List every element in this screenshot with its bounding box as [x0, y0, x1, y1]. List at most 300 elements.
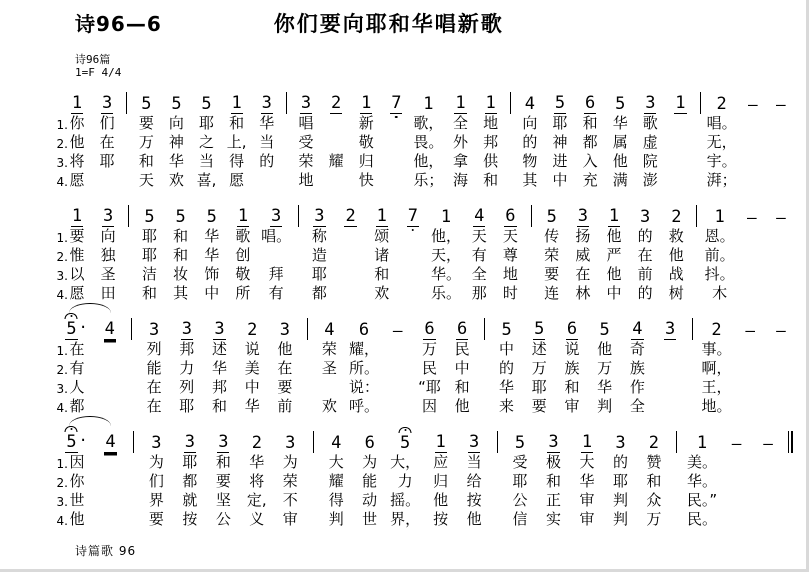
- note-column: [526, 310, 552, 416]
- lyric-char-v3: [546, 491, 561, 510]
- lyric-text: 的: [259, 152, 275, 170]
- lyric-text: 审: [579, 510, 595, 528]
- lyric-text: 华: [168, 152, 184, 170]
- note-digit: 4: [474, 206, 485, 226]
- lyric-text: 你: [69, 472, 85, 490]
- note-column: [168, 197, 194, 303]
- lyric-text: 万: [646, 510, 662, 528]
- note-column: [637, 84, 663, 190]
- lyric-text: 归: [433, 472, 449, 490]
- note-column: [431, 197, 461, 303]
- verse-number: 4.: [56, 401, 68, 415]
- lyric-text: 诸: [374, 246, 390, 264]
- note-column: [428, 423, 454, 529]
- note-column: [56, 423, 90, 529]
- lyric-char-v4: [142, 284, 157, 303]
- note-column: [316, 310, 342, 416]
- note-digit: 2: [247, 320, 258, 340]
- note-digit: 3: [101, 93, 113, 113]
- lyric-char-v3: [247, 491, 267, 510]
- lyric-text: 妆: [173, 265, 189, 283]
- lyric-text: 将: [249, 472, 265, 490]
- lyric-text: 都: [582, 133, 598, 151]
- lyric-char-v4: [638, 284, 653, 303]
- lyric-char-v4: [472, 284, 487, 303]
- lyric-text: 海: [453, 171, 469, 189]
- note-digit: 3: [645, 93, 656, 113]
- lyric-text: 大，: [390, 453, 421, 471]
- lyric-char-v2: [544, 246, 559, 265]
- note-column: [349, 310, 379, 416]
- lyric-char-v4: [139, 171, 154, 190]
- verse-number: 2.: [56, 363, 68, 377]
- lyric-char-v3: [669, 265, 684, 284]
- lyric-text: 公: [512, 491, 528, 509]
- verse-number: 1.: [56, 344, 68, 358]
- note-column: [574, 423, 600, 529]
- note-digit: 6: [358, 320, 370, 340]
- lyric-char-v2: [687, 472, 717, 491]
- note-digit: 1: [237, 206, 249, 226]
- lyric-text: 快: [358, 171, 374, 189]
- lyric-char-v2: [669, 246, 684, 265]
- lyric-text: 耀，: [349, 340, 380, 358]
- verse-number: 2.: [56, 476, 68, 490]
- duration-dash: [386, 310, 410, 416]
- lyric-char-v4: [56, 397, 85, 416]
- barline: [529, 197, 534, 303]
- lyric-text: 全: [453, 114, 469, 132]
- lyric-char-v1: [142, 227, 157, 246]
- lyric-char-v3: [643, 152, 658, 171]
- note-column: [667, 84, 693, 190]
- lyric-char-v3: [179, 378, 194, 397]
- lyric-char-v2: [564, 359, 579, 378]
- lyric-text: 他: [69, 510, 85, 528]
- note-digit: 7: [407, 206, 419, 226]
- lyric-text: 和: [229, 114, 245, 132]
- lyric-char-v2: [227, 133, 247, 152]
- lyric-text: 敬: [235, 265, 251, 283]
- note-column: [592, 310, 618, 416]
- lyric-text: 因: [421, 397, 437, 415]
- note-digit: 5: [599, 320, 610, 340]
- note-column: [293, 84, 319, 190]
- lyric-text: 所。: [349, 359, 380, 377]
- barline-mark: [298, 205, 299, 227]
- lyric-text: 地: [298, 171, 314, 189]
- lyric-text: 和: [582, 114, 598, 132]
- lyric-text: 万: [531, 359, 547, 377]
- lyric-text: 要: [215, 472, 231, 490]
- lyric-char-v3: [139, 152, 154, 171]
- lyric-char-v4: [532, 397, 547, 416]
- lyric-char-v2: [56, 359, 85, 378]
- lyric-text: 他: [606, 265, 622, 283]
- note-column: [390, 423, 420, 529]
- lyric-text: 你: [69, 114, 85, 132]
- lyric-text: 要: [138, 114, 154, 132]
- lyric-text: 畏。: [413, 133, 444, 151]
- lyric-text: 说: [244, 340, 260, 358]
- lyric-char-v1: [277, 340, 292, 359]
- lyric-char-v3: [329, 491, 344, 510]
- note-column: [517, 84, 543, 190]
- lyric-char-v2: [467, 472, 482, 491]
- note-column: [210, 423, 236, 529]
- lyric-char-v2: [312, 246, 327, 265]
- lyric-char-v4: [147, 397, 162, 416]
- lyric-text: 愿: [69, 171, 85, 189]
- lyric-text: 战: [668, 265, 684, 283]
- fermata-icon: [65, 313, 78, 319]
- note-digit: 1: [696, 433, 708, 453]
- lyric-char-v1: [349, 340, 379, 359]
- lyric-char-v2: [433, 472, 448, 491]
- lyric-text: 和: [546, 472, 562, 490]
- lyric-text: 信: [512, 510, 528, 528]
- lyric-char-v3: [532, 378, 547, 397]
- note-column: [254, 84, 280, 190]
- verse-number: 3.: [56, 495, 68, 509]
- lyric-text: 就: [182, 491, 198, 509]
- lyric-text: 述: [212, 340, 228, 358]
- lyric-char-v2: [149, 472, 164, 491]
- lyric-char-v2: [349, 359, 379, 378]
- lyric-char-v1: [564, 340, 579, 359]
- barline-mark: [700, 92, 701, 114]
- note-digit: 6: [364, 433, 375, 453]
- lyric-text: 荣: [321, 340, 337, 358]
- lyric-char-v3: [149, 491, 164, 510]
- note-digit: 1: [608, 206, 620, 226]
- note-column: [607, 84, 633, 190]
- lyric-char-v1: [552, 114, 567, 133]
- lyric-text: 其: [522, 171, 538, 189]
- barline-mark: [510, 92, 511, 114]
- lyric-char-v3: [199, 152, 214, 171]
- lyric-text: 他: [466, 510, 482, 528]
- lyric-char-v4: [701, 397, 731, 416]
- note-column: [94, 84, 120, 190]
- lyric-char-v4: [359, 171, 374, 190]
- lyric-char-v3: [349, 378, 379, 397]
- note-digit: 5: [501, 320, 512, 340]
- note-column: [239, 310, 265, 416]
- note-digit: 7: [391, 93, 402, 113]
- meta-block: [75, 53, 809, 79]
- barline: [508, 84, 513, 190]
- note-digit: 5: [615, 94, 626, 114]
- lyric-char-v1: [597, 340, 612, 359]
- lyric-text: 公: [215, 510, 231, 528]
- barline-mark: [497, 431, 498, 453]
- note-digit: 3: [218, 432, 229, 452]
- lyric-text: 呼。: [349, 397, 380, 415]
- lyric-char-v4: [277, 397, 292, 416]
- note-digit: 3: [151, 433, 162, 453]
- lyric-char-v1: [499, 340, 514, 359]
- lyric-char-v3: [503, 265, 518, 284]
- lyric-text: 他，: [431, 227, 462, 245]
- barline: [690, 310, 695, 416]
- lyric-char-v2: [212, 359, 227, 378]
- lyric-text: 在: [69, 340, 85, 358]
- lyric-text: 人: [69, 378, 85, 396]
- note-digit: 1: [423, 94, 434, 114]
- dot-after-note: ·: [78, 431, 88, 449]
- lyric-text: 中: [606, 284, 622, 302]
- lyric-text: 按: [466, 491, 482, 509]
- lyric-char-v4: [712, 284, 727, 303]
- lyric-char-v1: [329, 453, 344, 472]
- lyric-char-v3: [613, 152, 628, 171]
- lyric-text: 唱。: [261, 227, 292, 245]
- verse-number: 4.: [56, 514, 68, 528]
- lyric-text: 耀: [328, 472, 344, 490]
- lyric-char-v1: [638, 227, 653, 246]
- lyric-char-v3: [259, 152, 274, 171]
- system-3: [56, 310, 793, 416]
- lyric-text: 喜,: [196, 171, 217, 189]
- lyric-text: 华: [204, 246, 220, 264]
- lyric-char-v2: [546, 472, 561, 491]
- note-digit: 1: [231, 93, 242, 113]
- lyric-char-v4: [606, 284, 621, 303]
- lyric-text: 和: [374, 265, 390, 283]
- lyric-char-v2: [630, 359, 645, 378]
- lyric-char-v1: [56, 114, 85, 133]
- lyric-text: 和: [212, 397, 228, 415]
- lyric-text: 荣: [298, 152, 314, 170]
- note-digit: 4: [524, 94, 535, 114]
- note-column: [461, 423, 487, 529]
- note-column: [624, 310, 650, 416]
- lyric-char-v4: [707, 171, 737, 190]
- lyric-text: 王，: [701, 378, 732, 396]
- note-digit: 5: [206, 207, 217, 227]
- lyric-char-v1: [261, 227, 291, 246]
- lyric-text: 耶: [99, 152, 115, 170]
- lyric-char-v1: [359, 114, 374, 133]
- note-digit: 3: [279, 320, 291, 340]
- verse-number: 4.: [56, 175, 68, 189]
- lyric-char-v4: [643, 171, 658, 190]
- lyric-text: 华: [579, 472, 595, 490]
- lyric-char-v1: [643, 114, 658, 133]
- lyric-text: 他: [612, 152, 628, 170]
- note-digit: 4: [105, 432, 116, 452]
- lyric-char-v2: [298, 133, 313, 152]
- note-column: [507, 423, 533, 529]
- lyric-char-v4: [646, 510, 661, 529]
- lyric-char-v4: [422, 397, 437, 416]
- lyric-text: 愿: [69, 284, 85, 302]
- note-digit: 6: [584, 93, 596, 113]
- lyric-text: 们: [148, 472, 164, 490]
- barline: [694, 197, 699, 303]
- note-digit: 3: [270, 206, 282, 226]
- lyric-text: 在: [575, 265, 591, 283]
- lyric-text: 耀: [328, 152, 344, 170]
- lyric-text: 万: [138, 133, 154, 151]
- lyric-text: 虚: [642, 133, 658, 151]
- lyric-text: 邦: [483, 133, 499, 151]
- lyric-text: 新: [358, 114, 374, 132]
- lyric-text: 以: [69, 265, 85, 283]
- lyric-char-v3: [707, 152, 737, 171]
- lyric-char-v1: [390, 453, 420, 472]
- lyric-text: 唱: [298, 114, 314, 132]
- lyric-char-v4: [564, 397, 579, 416]
- lyric-char-v1: [575, 227, 590, 246]
- note-column: [199, 197, 225, 303]
- lyric-text: 民: [454, 340, 470, 358]
- lyric-char-v3: [687, 491, 717, 510]
- lyric-text: 外: [453, 133, 469, 151]
- lyric-char-v4: [413, 171, 443, 190]
- lyric-char-v4: [312, 284, 327, 303]
- lyric-text: 天，: [431, 246, 462, 264]
- lyric-char-v4: [613, 171, 628, 190]
- note-column: [136, 197, 162, 303]
- lyric-char-v3: [431, 265, 461, 284]
- lyric-char-v3: [245, 378, 260, 397]
- lyric-char-v3: [646, 491, 661, 510]
- lyric-text: 审: [564, 397, 580, 415]
- note-column: [570, 197, 596, 303]
- note-column: [97, 423, 123, 529]
- lyric-char-v3: [359, 152, 374, 171]
- lyric-text: 和: [173, 227, 189, 245]
- lyric-char-v2: [513, 472, 528, 491]
- lyric-char-v4: [390, 510, 420, 529]
- note-column: [141, 310, 167, 416]
- lyric-char-v4: [483, 171, 498, 190]
- lyric-text: 救: [668, 227, 684, 245]
- note-column: [539, 197, 565, 303]
- lyric-text: 荣: [544, 246, 560, 264]
- lyric-char-v2: [453, 133, 468, 152]
- lyric-char-v4: [56, 510, 85, 529]
- lyric-text: 惟: [69, 246, 85, 264]
- note-digit: 5: [554, 93, 566, 113]
- lyric-char-v1: [422, 340, 437, 359]
- lyric-text: 要: [531, 397, 547, 415]
- lyric-char-v4: [669, 284, 684, 303]
- lyric-char-v2: [579, 472, 594, 491]
- lyric-text: 受: [512, 453, 528, 471]
- lyric-text: 向: [168, 114, 184, 132]
- note-digit: 3: [664, 319, 676, 339]
- lyric-char-v1: [503, 227, 518, 246]
- final-bar-thick: [791, 431, 793, 453]
- lyric-char-v2: [583, 133, 598, 152]
- lyric-text: 充: [582, 171, 598, 189]
- lyric-text: 地: [502, 265, 518, 283]
- lyric-char-v1: [283, 453, 298, 472]
- lyric-char-v2: [413, 133, 443, 152]
- lyric-char-v1: [245, 340, 260, 359]
- lyric-text: 民: [421, 359, 437, 377]
- lyric-text: 将: [69, 152, 85, 170]
- note-column: [400, 197, 426, 303]
- lyric-text: 大: [328, 453, 344, 471]
- duration-dash: [769, 84, 793, 190]
- lyric-char-v3: [453, 152, 468, 171]
- note-column: [261, 197, 291, 303]
- note-digit: 5: [201, 94, 212, 114]
- verse-number: 4.: [56, 288, 68, 302]
- lyric-text: 和: [646, 472, 662, 490]
- lyric-text: 那: [471, 284, 487, 302]
- lyric-char-v4: [583, 171, 598, 190]
- footer-label: 诗篇歌 96: [75, 544, 137, 558]
- note-column: [413, 84, 443, 190]
- lyric-char-v3: [147, 378, 162, 397]
- dash-mark: —: [747, 95, 758, 114]
- lyric-text: 赞: [646, 453, 662, 471]
- lyric-text: 华: [612, 114, 628, 132]
- lyric-char-v1: [147, 340, 162, 359]
- note-digit: 1: [435, 432, 446, 452]
- lyric-char-v2: [359, 133, 374, 152]
- note-digit: 1: [581, 432, 593, 452]
- lyric-text: 要: [148, 510, 164, 528]
- lyric-char-v1: [374, 227, 389, 246]
- lyric-char-v4: [216, 510, 231, 529]
- lyric-char-v1: [204, 227, 219, 246]
- note-digit: 1: [361, 93, 372, 113]
- duration-dash: [738, 310, 762, 416]
- lyric-text: 界: [148, 491, 164, 509]
- lyric-char-v4: [179, 397, 194, 416]
- lyric-text: 审: [282, 510, 298, 528]
- lyric-text: 要: [69, 227, 85, 245]
- lyric-text: 称: [311, 227, 327, 245]
- lyric-text: 愿: [229, 171, 245, 189]
- lyric-text: 能: [146, 359, 162, 377]
- lyric-text: 严: [606, 246, 622, 264]
- lyric-text: 都: [311, 284, 327, 302]
- note-digit: 5: [534, 319, 545, 339]
- lyric-char-v1: [229, 114, 244, 133]
- barline: [495, 423, 500, 529]
- lyric-text: 都: [182, 472, 198, 490]
- lyric-char-v1: [56, 340, 85, 359]
- lyric-text: 美。: [686, 453, 717, 471]
- lyric-char-v1: [583, 114, 598, 133]
- psalm-reference: 诗96篇: [75, 53, 111, 66]
- lyric-char-v3: [467, 491, 482, 510]
- lyric-char-v1: [56, 227, 85, 246]
- barline-mark: [126, 92, 127, 114]
- note-column: [687, 423, 717, 529]
- lyric-char-v2: [199, 133, 214, 152]
- note-digit: 6: [457, 319, 468, 339]
- lyric-char-v1: [433, 453, 448, 472]
- lyric-char-v4: [235, 284, 250, 303]
- lyric-char-v3: [216, 491, 231, 510]
- lyric-text: 耶: [141, 227, 157, 245]
- note-digit: 2: [345, 206, 356, 226]
- note-column: [230, 197, 256, 303]
- note-digit: 3: [103, 206, 114, 226]
- lyric-text: 耶: [552, 114, 568, 132]
- lyric-text: 湃；: [706, 171, 737, 189]
- lyric-char-v1: [249, 453, 264, 472]
- systems: [56, 84, 793, 529]
